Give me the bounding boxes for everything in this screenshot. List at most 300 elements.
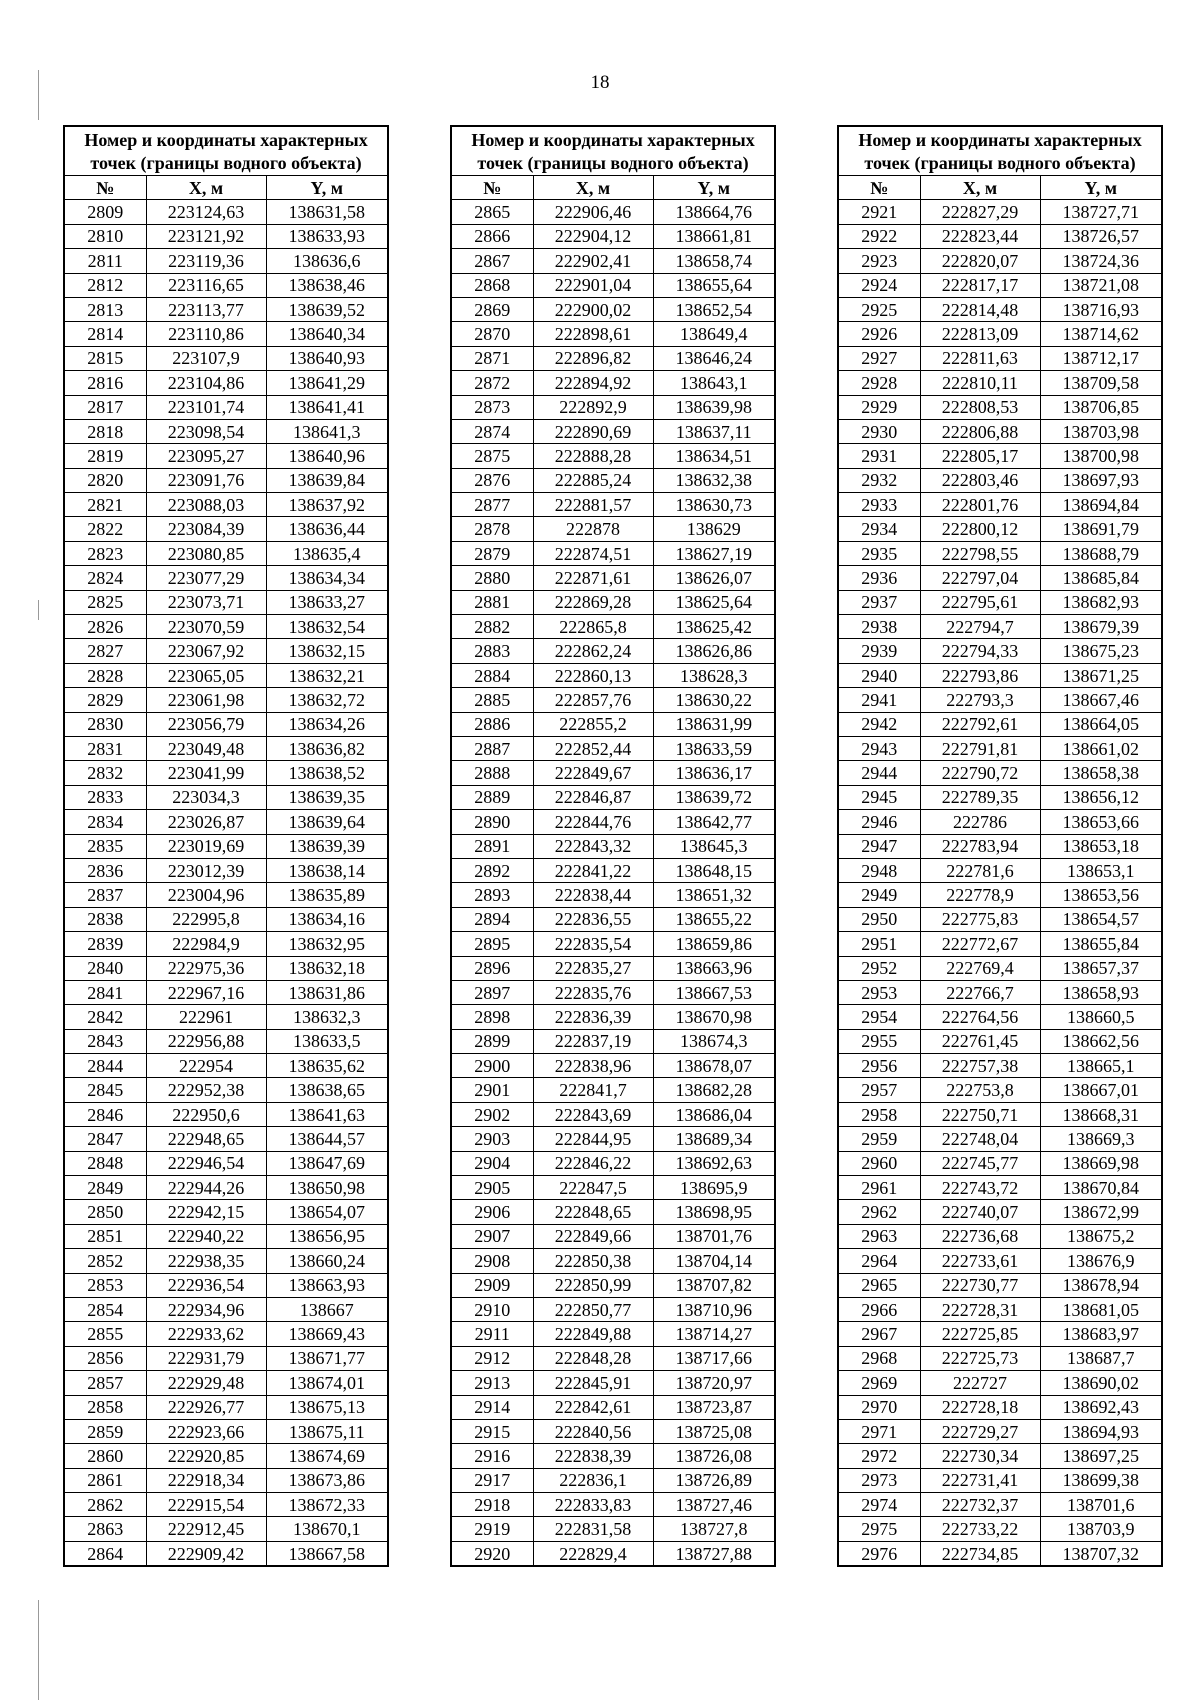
point-number: 2930 [838, 419, 920, 443]
point-number: 2967 [838, 1322, 920, 1346]
y-coordinate: 138656,12 [1040, 785, 1162, 809]
table-row [838, 1444, 1162, 1468]
y-coordinate: 138653,56 [1040, 883, 1162, 907]
table-row [451, 1541, 775, 1566]
y-coordinate: 138714,27 [653, 1322, 775, 1346]
table-row [64, 1517, 388, 1541]
table-row [64, 1273, 388, 1297]
x-coordinate: 222871,61 [533, 566, 653, 590]
point-number: 2916 [451, 1444, 533, 1468]
y-coordinate: 138652,54 [653, 297, 775, 321]
point-number: 2966 [838, 1297, 920, 1321]
x-coordinate: 222844,95 [533, 1127, 653, 1151]
table-row [64, 932, 388, 956]
table-row [64, 322, 388, 346]
x-coordinate: 222904,12 [533, 224, 653, 248]
x-coordinate: 223107,9 [146, 346, 266, 370]
table-row [64, 371, 388, 395]
table-row [451, 297, 775, 321]
table-row [838, 712, 1162, 736]
table-row [838, 541, 1162, 565]
y-coordinate: 138673,86 [266, 1468, 388, 1492]
point-number: 2918 [451, 1493, 533, 1517]
y-coordinate: 138631,58 [266, 200, 388, 224]
scan-edge-mark [38, 1600, 39, 1700]
y-coordinate: 138697,93 [1040, 468, 1162, 492]
x-coordinate: 222888,28 [533, 444, 653, 468]
y-coordinate: 138639,84 [266, 468, 388, 492]
x-coordinate: 222803,46 [920, 468, 1040, 492]
table-row [838, 1517, 1162, 1541]
y-coordinate: 138720,97 [653, 1371, 775, 1395]
y-coordinate: 138707,32 [1040, 1541, 1162, 1566]
x-coordinate: 222849,66 [533, 1224, 653, 1248]
table-row [64, 493, 388, 517]
x-coordinate: 222813,09 [920, 322, 1040, 346]
x-coordinate: 222936,54 [146, 1273, 266, 1297]
y-coordinate: 138627,19 [653, 541, 775, 565]
table-row [451, 1297, 775, 1321]
point-number: 2812 [64, 273, 146, 297]
x-coordinate: 222912,45 [146, 1517, 266, 1541]
y-coordinate: 138634,16 [266, 907, 388, 931]
y-coordinate: 138630,22 [653, 688, 775, 712]
y-coordinate: 138679,39 [1040, 615, 1162, 639]
table-row [838, 1078, 1162, 1102]
x-coordinate: 222725,85 [920, 1322, 1040, 1346]
x-coordinate: 222874,51 [533, 541, 653, 565]
y-coordinate: 138664,76 [653, 200, 775, 224]
point-number: 2866 [451, 224, 533, 248]
y-coordinate: 138687,7 [1040, 1346, 1162, 1370]
point-number: 2893 [451, 883, 533, 907]
point-number: 2951 [838, 932, 920, 956]
table-title: Номер и координаты характерных точек (границы водного объекта) [838, 126, 1162, 176]
x-coordinate: 222869,28 [533, 590, 653, 614]
point-number: 2873 [451, 395, 533, 419]
y-coordinate: 138667,53 [653, 980, 775, 1004]
point-number: 2952 [838, 956, 920, 980]
table-row [451, 590, 775, 614]
x-coordinate: 222836,55 [533, 907, 653, 931]
point-number: 2911 [451, 1322, 533, 1346]
x-coordinate: 222885,24 [533, 468, 653, 492]
y-coordinate: 138635,62 [266, 1054, 388, 1078]
table-row [64, 980, 388, 1004]
point-number: 2905 [451, 1176, 533, 1200]
table-row [451, 395, 775, 419]
table-row [64, 273, 388, 297]
point-number: 2902 [451, 1102, 533, 1126]
x-coordinate: 222835,76 [533, 980, 653, 1004]
y-coordinate: 138675,2 [1040, 1224, 1162, 1248]
x-coordinate: 222806,88 [920, 419, 1040, 443]
point-number: 2935 [838, 541, 920, 565]
table-row [451, 419, 775, 443]
x-coordinate: 222944,26 [146, 1176, 266, 1200]
table-row [838, 566, 1162, 590]
table-row [64, 1249, 388, 1273]
x-coordinate: 222840,56 [533, 1419, 653, 1443]
y-coordinate: 138625,42 [653, 615, 775, 639]
x-coordinate: 222727 [920, 1371, 1040, 1395]
x-coordinate: 222995,8 [146, 907, 266, 931]
y-coordinate: 138709,58 [1040, 371, 1162, 395]
y-coordinate: 138695,9 [653, 1176, 775, 1200]
table-row [838, 980, 1162, 1004]
y-coordinate: 138681,05 [1040, 1297, 1162, 1321]
point-number: 2867 [451, 249, 533, 273]
y-coordinate: 138661,02 [1040, 736, 1162, 760]
point-number: 2875 [451, 444, 533, 468]
table-row [451, 517, 775, 541]
y-coordinate: 138636,6 [266, 249, 388, 273]
table-row [451, 1517, 775, 1541]
x-coordinate: 222896,82 [533, 346, 653, 370]
y-coordinate: 138701,6 [1040, 1493, 1162, 1517]
y-coordinate: 138633,59 [653, 736, 775, 760]
y-coordinate: 138667 [266, 1297, 388, 1321]
x-coordinate: 222950,6 [146, 1102, 266, 1126]
table-row [451, 371, 775, 395]
table-row [451, 1102, 775, 1126]
y-coordinate: 138675,13 [266, 1395, 388, 1419]
table-row [64, 907, 388, 931]
x-coordinate: 222791,81 [920, 736, 1040, 760]
table-row [451, 980, 775, 1004]
table-row [838, 249, 1162, 273]
table-row [64, 1444, 388, 1468]
table-row [451, 834, 775, 858]
table-row [838, 688, 1162, 712]
point-number: 2912 [451, 1346, 533, 1370]
x-coordinate: 222975,36 [146, 956, 266, 980]
point-number: 2934 [838, 517, 920, 541]
point-number: 2848 [64, 1151, 146, 1175]
point-number: 2859 [64, 1419, 146, 1443]
point-number: 2849 [64, 1176, 146, 1200]
y-coordinate: 138688,79 [1040, 541, 1162, 565]
table-row [64, 834, 388, 858]
table-row [838, 956, 1162, 980]
y-coordinate: 138694,84 [1040, 493, 1162, 517]
y-coordinate: 138639,52 [266, 297, 388, 321]
x-coordinate: 223101,74 [146, 395, 266, 419]
table-row [64, 663, 388, 687]
point-number: 2842 [64, 1005, 146, 1029]
point-number: 2885 [451, 688, 533, 712]
y-coordinate: 138670,84 [1040, 1176, 1162, 1200]
column-header-y: Y, м [653, 176, 775, 200]
point-number: 2958 [838, 1102, 920, 1126]
x-coordinate: 222918,34 [146, 1468, 266, 1492]
table-row [838, 1005, 1162, 1029]
x-coordinate: 222837,19 [533, 1029, 653, 1053]
x-coordinate: 222901,04 [533, 273, 653, 297]
y-coordinate: 138667,01 [1040, 1078, 1162, 1102]
x-coordinate: 222850,99 [533, 1273, 653, 1297]
table-row [451, 1468, 775, 1492]
y-coordinate: 138633,93 [266, 224, 388, 248]
x-coordinate: 222865,8 [533, 615, 653, 639]
y-coordinate: 138653,18 [1040, 834, 1162, 858]
y-coordinate: 138641,29 [266, 371, 388, 395]
point-number: 2813 [64, 297, 146, 321]
point-number: 2823 [64, 541, 146, 565]
table-row [838, 1127, 1162, 1151]
table-row [451, 1419, 775, 1443]
x-coordinate: 222831,58 [533, 1517, 653, 1541]
table-row [64, 761, 388, 785]
x-coordinate: 223116,65 [146, 273, 266, 297]
table-row [64, 346, 388, 370]
point-number: 2976 [838, 1541, 920, 1566]
table-row [451, 1273, 775, 1297]
y-coordinate: 138690,02 [1040, 1371, 1162, 1395]
y-coordinate: 138704,14 [653, 1249, 775, 1273]
x-coordinate: 222795,61 [920, 590, 1040, 614]
point-number: 2957 [838, 1078, 920, 1102]
x-coordinate: 222810,11 [920, 371, 1040, 395]
point-number: 2929 [838, 395, 920, 419]
x-coordinate: 222786 [920, 810, 1040, 834]
column-header-number: № [64, 176, 146, 200]
table-row [838, 810, 1162, 834]
point-number: 2950 [838, 907, 920, 931]
table-row [64, 1346, 388, 1370]
y-coordinate: 138676,9 [1040, 1249, 1162, 1273]
x-coordinate: 222841,22 [533, 858, 653, 882]
table-row [64, 541, 388, 565]
point-number: 2836 [64, 858, 146, 882]
point-number: 2895 [451, 932, 533, 956]
x-coordinate: 222805,17 [920, 444, 1040, 468]
table-row [64, 517, 388, 541]
point-number: 2879 [451, 541, 533, 565]
coordinates-table-3 [837, 125, 1163, 1567]
y-coordinate: 138692,43 [1040, 1395, 1162, 1419]
point-number: 2947 [838, 834, 920, 858]
table-row [451, 736, 775, 760]
table-row [451, 541, 775, 565]
y-coordinate: 138635,4 [266, 541, 388, 565]
y-coordinate: 138703,9 [1040, 1517, 1162, 1541]
table-row [64, 395, 388, 419]
table-row [451, 810, 775, 834]
y-coordinate: 138649,4 [653, 322, 775, 346]
x-coordinate: 223095,27 [146, 444, 266, 468]
x-coordinate: 222778,9 [920, 883, 1040, 907]
point-number: 2973 [838, 1468, 920, 1492]
y-coordinate: 138716,93 [1040, 297, 1162, 321]
point-number: 2837 [64, 883, 146, 907]
y-coordinate: 138661,81 [653, 224, 775, 248]
table-title: Номер и координаты характерных точек (границы водного объекта) [451, 126, 775, 176]
y-coordinate: 138632,72 [266, 688, 388, 712]
x-coordinate: 222745,77 [920, 1151, 1040, 1175]
table-row [451, 224, 775, 248]
y-coordinate: 138700,98 [1040, 444, 1162, 468]
point-number: 2908 [451, 1249, 533, 1273]
point-number: 2865 [451, 200, 533, 224]
point-number: 2922 [838, 224, 920, 248]
table-row [451, 1493, 775, 1517]
table-row [64, 444, 388, 468]
point-number: 2910 [451, 1297, 533, 1321]
x-coordinate: 223077,29 [146, 566, 266, 590]
y-coordinate: 138655,22 [653, 907, 775, 931]
x-coordinate: 222849,67 [533, 761, 653, 785]
y-coordinate: 138642,77 [653, 810, 775, 834]
table-row [838, 1249, 1162, 1273]
table-row [838, 1102, 1162, 1126]
x-coordinate: 222775,83 [920, 907, 1040, 931]
x-coordinate: 222733,22 [920, 1517, 1040, 1541]
table-row [838, 1468, 1162, 1492]
y-coordinate: 138669,3 [1040, 1127, 1162, 1151]
y-coordinate: 138712,17 [1040, 346, 1162, 370]
y-coordinate: 138633,27 [266, 590, 388, 614]
x-coordinate: 222946,54 [146, 1151, 266, 1175]
table-row [64, 1054, 388, 1078]
y-coordinate: 138647,69 [266, 1151, 388, 1175]
x-coordinate: 222753,8 [920, 1078, 1040, 1102]
table-row [838, 761, 1162, 785]
y-coordinate: 138658,38 [1040, 761, 1162, 785]
x-coordinate: 222798,55 [920, 541, 1040, 565]
table-row [451, 1029, 775, 1053]
x-coordinate: 222757,38 [920, 1054, 1040, 1078]
point-number: 2907 [451, 1224, 533, 1248]
table-row [64, 249, 388, 273]
table-row [451, 1054, 775, 1078]
y-coordinate: 138689,34 [653, 1127, 775, 1151]
point-number: 2932 [838, 468, 920, 492]
table-row [838, 1419, 1162, 1443]
point-number: 2956 [838, 1054, 920, 1078]
table-row [838, 1273, 1162, 1297]
table-row [838, 1297, 1162, 1321]
point-number: 2889 [451, 785, 533, 809]
point-number: 2822 [64, 517, 146, 541]
y-coordinate: 138678,94 [1040, 1273, 1162, 1297]
point-number: 2954 [838, 1005, 920, 1029]
point-number: 2843 [64, 1029, 146, 1053]
x-coordinate: 223056,79 [146, 712, 266, 736]
table-row [838, 1151, 1162, 1175]
x-coordinate: 222881,57 [533, 493, 653, 517]
x-coordinate: 222847,5 [533, 1176, 653, 1200]
page-number: 18 [590, 72, 610, 93]
point-number: 2827 [64, 639, 146, 663]
y-coordinate: 138670,1 [266, 1517, 388, 1541]
y-coordinate: 138714,62 [1040, 322, 1162, 346]
x-coordinate: 222942,15 [146, 1200, 266, 1224]
x-coordinate: 222766,7 [920, 980, 1040, 1004]
y-coordinate: 138641,63 [266, 1102, 388, 1126]
point-number: 2924 [838, 273, 920, 297]
point-number: 2828 [64, 663, 146, 687]
table-row [838, 517, 1162, 541]
table-row [451, 785, 775, 809]
y-coordinate: 138636,17 [653, 761, 775, 785]
table-row [451, 639, 775, 663]
table-row [64, 1541, 388, 1566]
y-coordinate: 138637,11 [653, 419, 775, 443]
point-number: 2847 [64, 1127, 146, 1151]
y-coordinate: 138663,96 [653, 956, 775, 980]
column-header-y: Y, м [266, 176, 388, 200]
point-number: 2940 [838, 663, 920, 687]
table-row [838, 468, 1162, 492]
y-coordinate: 138660,5 [1040, 1005, 1162, 1029]
table-row [838, 1200, 1162, 1224]
x-coordinate: 222783,94 [920, 834, 1040, 858]
table-row [64, 1493, 388, 1517]
point-number: 2901 [451, 1078, 533, 1102]
y-coordinate: 138701,76 [653, 1224, 775, 1248]
y-coordinate: 138638,46 [266, 273, 388, 297]
table-row [451, 346, 775, 370]
table-row [838, 932, 1162, 956]
table-row [64, 712, 388, 736]
x-coordinate: 223065,05 [146, 663, 266, 687]
x-coordinate: 223091,76 [146, 468, 266, 492]
y-coordinate: 138717,66 [653, 1346, 775, 1370]
point-number: 2913 [451, 1371, 533, 1395]
table-row [451, 688, 775, 712]
point-number: 2851 [64, 1224, 146, 1248]
x-coordinate: 222984,9 [146, 932, 266, 956]
point-number: 2852 [64, 1249, 146, 1273]
table-row [838, 200, 1162, 224]
x-coordinate: 222733,61 [920, 1249, 1040, 1273]
x-coordinate: 222836,1 [533, 1468, 653, 1492]
point-number: 2963 [838, 1224, 920, 1248]
point-number: 2820 [64, 468, 146, 492]
point-number: 2811 [64, 249, 146, 273]
x-coordinate: 222848,28 [533, 1346, 653, 1370]
table-row [838, 371, 1162, 395]
x-coordinate: 222827,29 [920, 200, 1040, 224]
x-coordinate: 222929,48 [146, 1371, 266, 1395]
table-row [838, 785, 1162, 809]
y-coordinate: 138636,44 [266, 517, 388, 541]
x-coordinate: 222817,17 [920, 273, 1040, 297]
y-coordinate: 138669,43 [266, 1322, 388, 1346]
point-number: 2946 [838, 810, 920, 834]
table-row [451, 712, 775, 736]
y-coordinate: 138694,93 [1040, 1419, 1162, 1443]
table-row [451, 1346, 775, 1370]
x-coordinate: 222898,61 [533, 322, 653, 346]
point-number: 2872 [451, 371, 533, 395]
y-coordinate: 138636,82 [266, 736, 388, 760]
x-coordinate: 222734,85 [920, 1541, 1040, 1566]
column-header-x: X, м [533, 176, 653, 200]
point-number: 2927 [838, 346, 920, 370]
table-row [64, 1468, 388, 1492]
x-coordinate: 222748,04 [920, 1127, 1040, 1151]
point-number: 2906 [451, 1200, 533, 1224]
point-number: 2955 [838, 1029, 920, 1053]
table-row [838, 615, 1162, 639]
table-row [838, 639, 1162, 663]
table-row [64, 785, 388, 809]
point-number: 2926 [838, 322, 920, 346]
y-coordinate: 138723,87 [653, 1395, 775, 1419]
x-coordinate: 222948,65 [146, 1127, 266, 1151]
